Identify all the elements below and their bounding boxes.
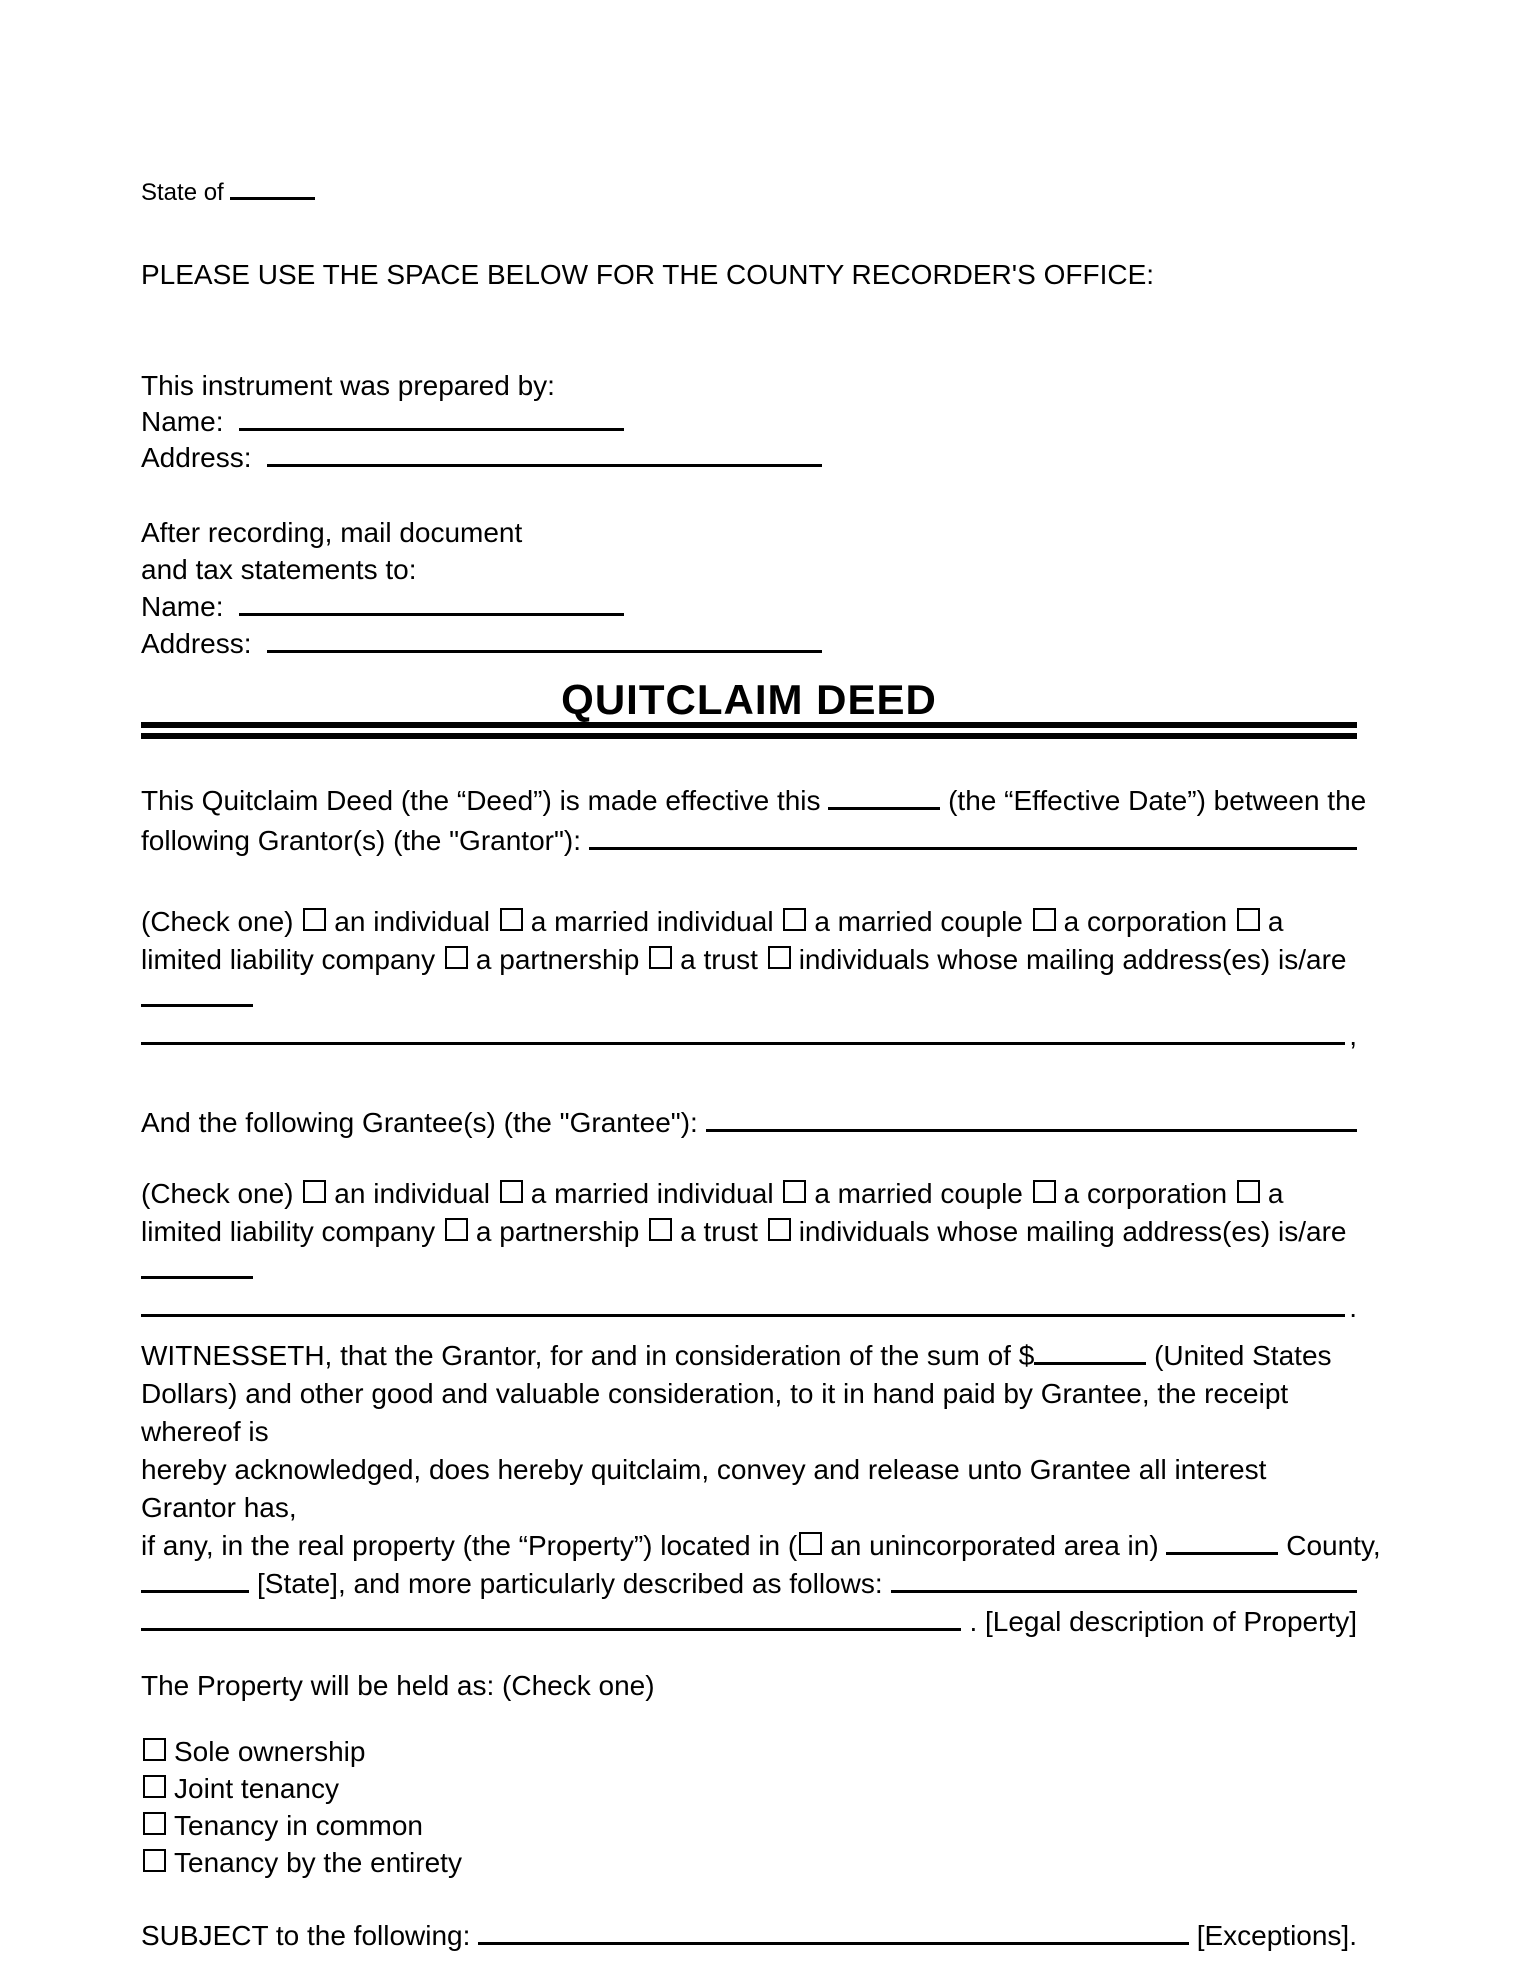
state-blank[interactable]	[141, 1572, 249, 1593]
grantee-entity-paragraph	[141, 1175, 1357, 1289]
legal-description-blank-2[interactable]	[141, 1610, 961, 1631]
grantor-option-trust: a trust	[680, 944, 758, 975]
intro-paragraph	[141, 781, 1367, 861]
mail-to-block	[141, 514, 1357, 662]
prepared-by-name-row	[141, 404, 1357, 440]
grantor-mailing-address-blank[interactable]	[141, 986, 253, 1007]
grantee-checkbox-individual[interactable]	[303, 1180, 326, 1203]
grantor-checkbox-married-individual[interactable]	[500, 908, 523, 931]
witnesseth-line6	[141, 1603, 1357, 1641]
grantor-option-individual: an individual	[334, 906, 490, 937]
mail-to-line2: and tax statements to:	[141, 554, 417, 585]
effective-date-blank[interactable]	[828, 789, 940, 810]
grantor-mailing-address-line2	[141, 1017, 1357, 1055]
state-of-row	[141, 178, 1357, 208]
mail-to-name-blank[interactable]	[239, 595, 624, 616]
county-label: County,	[1286, 1530, 1381, 1561]
grantee-option-mailing-individuals: individuals whose mailing address(es) is/are	[798, 1216, 1347, 1247]
grantee-mailing-address-line2	[141, 1289, 1357, 1327]
intro-line2	[141, 821, 1357, 861]
grantor-line-comma: ,	[1349, 1020, 1357, 1051]
consideration-sum-blank[interactable]	[1034, 1344, 1146, 1365]
grantee-checkbox-married-individual[interactable]	[500, 1180, 523, 1203]
grantor-option-partnership: a partnership	[475, 944, 640, 975]
grantor-checkbox-married-couple[interactable]	[783, 908, 806, 931]
intro-text-2: (the “Effective Date”) between the	[948, 785, 1367, 816]
exceptions-note: [Exceptions].	[1196, 1920, 1357, 1951]
witnesseth-line3: hereby acknowledged, does hereby quitclaim, convey and release unto Grantee all interest Grantor has,	[141, 1454, 1267, 1523]
witnesseth-line2: Dollars) and other good and valuable consideration, to it in hand paid by Grantee, the receipt whereof is	[141, 1378, 1289, 1447]
ownership-options-list	[141, 1733, 1357, 1881]
grantee-option-married-individual: a married individual	[530, 1178, 774, 1209]
grantor-check-one-label: (Check one)	[141, 906, 294, 937]
state-of-label: State of	[141, 179, 224, 206]
legal-description-blank-1[interactable]	[891, 1572, 1357, 1593]
grantee-checkbox-trust[interactable]	[649, 1218, 672, 1241]
witnesseth-line4	[141, 1527, 1381, 1565]
grantor-option-mailing-individuals: individuals whose mailing address(es) is/are	[798, 944, 1347, 975]
mail-to-address-label: Address:	[141, 628, 252, 659]
prepared-by-address-row	[141, 440, 1357, 476]
checkbox-sole-ownership[interactable]	[143, 1738, 166, 1761]
grantor-option-corporation: a corporation	[1063, 906, 1228, 937]
grantee-option-llc: a limited liability company	[141, 1178, 1284, 1247]
label-tenancy-in-common: Tenancy in common	[174, 1810, 424, 1841]
ownership-row-entirety	[141, 1844, 1357, 1881]
label-tenancy-by-entirety: Tenancy by the entirety	[174, 1847, 462, 1878]
ownership-row-common	[141, 1807, 1357, 1844]
prepared-by-heading: This instrument was prepared by:	[141, 370, 555, 401]
ownership-row-sole	[141, 1733, 1357, 1770]
title-rule	[141, 722, 1357, 739]
grantee-checkbox-corporation[interactable]	[1033, 1180, 1056, 1203]
checkbox-tenancy-in-common[interactable]	[143, 1812, 166, 1835]
checkbox-joint-tenancy[interactable]	[143, 1775, 166, 1798]
document-title: QUITCLAIM DEED	[561, 676, 937, 723]
grantee-option-married-couple: a married couple	[814, 1178, 1023, 1209]
prepared-by-name-blank[interactable]	[239, 410, 624, 431]
witnesseth-text-2: (United States	[1154, 1340, 1332, 1371]
grantor-option-married-individual: a married individual	[530, 906, 774, 937]
grantee-lead: And the following Grantee(s) (the "Grantee"):	[141, 1107, 698, 1138]
unincorporated-area-label: an unincorporated area in)	[830, 1530, 1159, 1561]
grantor-checkbox-partnership[interactable]	[445, 946, 468, 969]
grantee-option-individual: an individual	[334, 1178, 490, 1209]
prepared-by-address-label: Address:	[141, 442, 252, 473]
grantee-name-blank[interactable]	[706, 1111, 1357, 1132]
subject-row	[141, 1917, 1357, 1955]
mail-to-line1: After recording, mail document	[141, 517, 523, 548]
prepared-by-address-blank[interactable]	[267, 446, 822, 467]
grantee-check-one-label: (Check one)	[141, 1178, 294, 1209]
grantor-option-married-couple: a married couple	[814, 906, 1023, 937]
grantee-mailing-address-blank[interactable]	[141, 1258, 253, 1279]
label-sole-ownership: Sole ownership	[174, 1736, 366, 1767]
property-held-lead: The Property will be held as: (Check one)	[141, 1670, 655, 1701]
mail-to-address-blank[interactable]	[267, 632, 822, 653]
grantor-lead: following Grantor(s) (the "Grantor"):	[141, 825, 582, 856]
grantor-checkbox-mailing-individuals[interactable]	[768, 946, 791, 969]
grantor-checkbox-trust[interactable]	[649, 946, 672, 969]
grantor-mailing-address-blank-2[interactable]	[141, 1024, 1345, 1045]
exceptions-blank[interactable]	[478, 1924, 1188, 1945]
grantor-name-blank[interactable]	[589, 829, 1357, 850]
unincorporated-area-checkbox[interactable]	[799, 1532, 822, 1555]
grantor-entity-paragraph	[141, 903, 1357, 1017]
grantor-checkbox-llc[interactable]	[1237, 908, 1260, 931]
grantee-checkbox-partnership[interactable]	[445, 1218, 468, 1241]
grantee-checkbox-mailing-individuals[interactable]	[768, 1218, 791, 1241]
grantee-option-trust: a trust	[680, 1216, 758, 1247]
grantee-option-corporation: a corporation	[1063, 1178, 1228, 1209]
grantee-checkbox-married-couple[interactable]	[783, 1180, 806, 1203]
recorder-notice: PLEASE USE THE SPACE BELOW FOR THE COUNTY RECORDER'S OFFICE:	[141, 259, 1155, 290]
county-blank[interactable]	[1166, 1534, 1278, 1555]
state-of-blank[interactable]	[230, 179, 315, 200]
witnesseth-text-3: if any, in the real property (the “Property”) located in (	[141, 1530, 798, 1561]
mail-to-address-row	[141, 625, 1357, 662]
prepared-by-name-label: Name:	[141, 406, 224, 437]
grantor-option-llc: a limited liability company	[141, 906, 1284, 975]
prepared-by-block	[141, 368, 1357, 476]
label-joint-tenancy: Joint tenancy	[174, 1773, 339, 1804]
grantee-line-period: .	[1349, 1292, 1357, 1323]
ownership-row-joint	[141, 1770, 1357, 1807]
witnesseth-line5	[141, 1565, 1357, 1603]
subject-lead: SUBJECT to the following:	[141, 1920, 471, 1951]
grantee-mailing-address-blank-2[interactable]	[141, 1296, 1345, 1317]
intro-line1	[141, 781, 1367, 821]
grantee-row	[141, 1103, 1357, 1143]
witnesseth-paragraph	[141, 1337, 1381, 1641]
grantor-checkbox-individual[interactable]	[303, 908, 326, 931]
state-bracket-label: [State], and more particularly described as follows:	[257, 1568, 883, 1599]
witnesseth-text-1: WITNESSETH, that the Grantor, for and in consideration of the sum of $	[141, 1340, 1035, 1371]
mail-to-name-label: Name:	[141, 591, 224, 622]
intro-text-1: This Quitclaim Deed (the “Deed”) is made effective this	[141, 785, 821, 816]
checkbox-tenancy-by-entirety[interactable]	[143, 1849, 166, 1872]
legal-description-note: . [Legal description of Property]	[969, 1606, 1357, 1637]
witnesseth-line1	[141, 1337, 1357, 1375]
mail-to-name-row	[141, 588, 1357, 625]
grantee-option-partnership: a partnership	[475, 1216, 640, 1247]
grantee-checkbox-llc[interactable]	[1237, 1180, 1260, 1203]
grantor-checkbox-corporation[interactable]	[1033, 908, 1056, 931]
